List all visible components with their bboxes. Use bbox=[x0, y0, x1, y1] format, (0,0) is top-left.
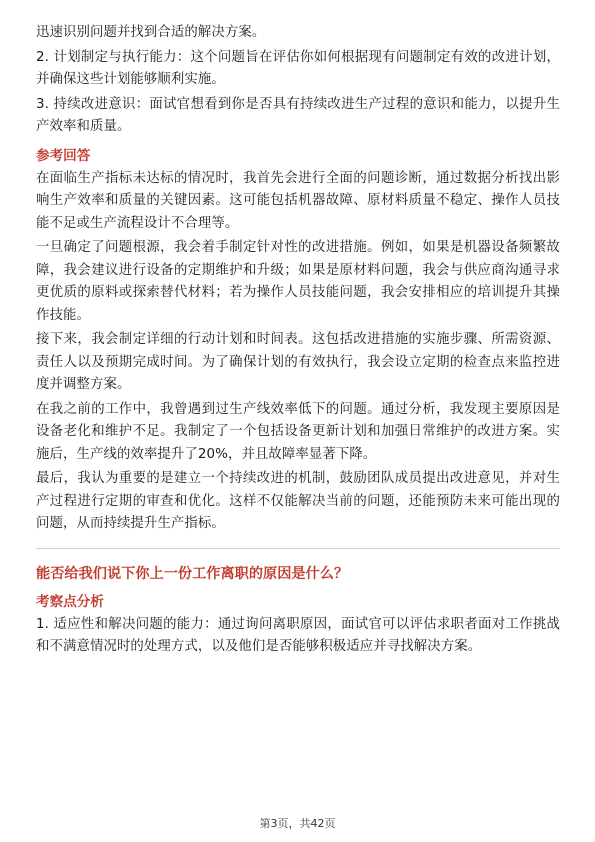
answer-paragraph-3: 接下来，我会制定详细的行动计划和时间表。这包括改进措施的实施步骤、所需资源、责任人以及预期完成时间。为了确保计划的有效执行，我会设立定期的检查点来监控进度并调整方案。 bbox=[36, 332, 560, 392]
analysis-paragraph-1: 1. 适应性和解决问题的能力：通过询问离职原因，面试官可以评估求职者面对工作挑战和不满意情况时的处理方式，以及他们是否能够积极适应并寻找解决方案。 bbox=[36, 616, 560, 654]
analysis-heading: 考察点分析 bbox=[36, 593, 104, 610]
question-heading: 能否给我们说下你上一份工作离职的原因是什么？ bbox=[36, 565, 349, 582]
section-divider bbox=[36, 548, 560, 549]
answer-heading: 参考回答 bbox=[36, 147, 91, 164]
answer-paragraph-4: 在我之前的工作中，我曾遇到过生产线效率低下的问题。通过分析，我发现主要原因是设备老化和维护不足。我制定了一个包括设备更新计划和加强日常维护的改进方案。实施后，生产线的效率提升了20%，并且故障率显著下降。 bbox=[36, 401, 560, 462]
paragraph-point-2: 2. 计划制定与执行能力：这个问题旨在评估你如何根据现有问题制定有效的改进计划，并确保这些计划能够顺利实施。 bbox=[36, 49, 560, 87]
paragraph-intro: 迅速识别问题并找到合适的解决方案。 bbox=[36, 25, 266, 40]
answer-paragraph-5: 最后，我认为重要的是建立一个持续改进的机制，鼓励团队成员提出改进意见，并对生产过程进行定期的审查和优化。这样不仅能解决当前的问题，还能预防未来可能出现的问题，从而持续提升生产指标。 bbox=[36, 471, 560, 531]
answer-paragraph-2: 一旦确定了问题根源，我会着手制定针对性的改进措施。例如，如果是机器设备频繁故障，我会建议进行设备的定期维护和升级；如果是原材料问题，我会与供应商沟通寻求更优质的原料或探索替代材料；若为操作人员技能问题，我会安排相应的培训提升其操作技能。 bbox=[36, 240, 560, 323]
paragraph-point-3: 3. 持续改进意识：面试官想看到你是否具有持续改进生产过程的意识和能力，以提升生产效率和质量。 bbox=[36, 96, 560, 134]
page-number: 第3页，共42页 bbox=[259, 817, 336, 830]
document-page bbox=[36, 22, 560, 661]
answer-paragraph-1: 在面临生产指标未达标的情况时，我首先会进行全面的问题诊断，通过数据分析找出影响生产效率和质量的关键因素。这可能包括机器故障、原材料质量不稳定、操作人员技能不足或生产流程设计不合理等。 bbox=[36, 170, 560, 231]
